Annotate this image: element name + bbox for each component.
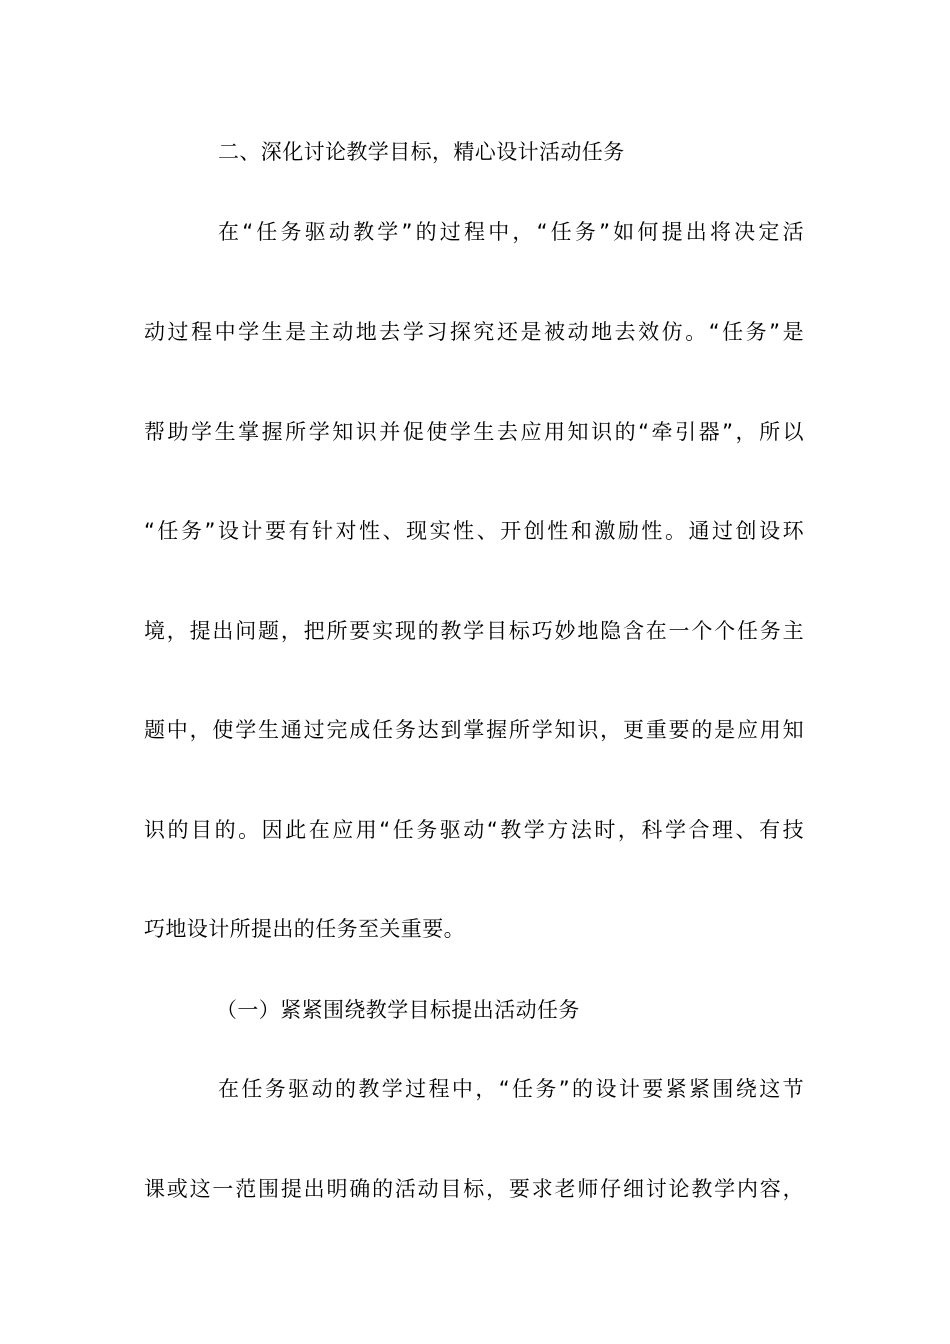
paragraph-line: 识的目的。因此在应用“任务驱动“教学方法时，科学合理、有技 [144,818,804,842]
paragraph-line: 动过程中学生是主动地去学习探究还是被动地去效仿。“任务”是 [144,320,804,344]
paragraph-line: 帮助学生掌握所学知识并促使学生去应用知识的“牵引器”，所以 [144,420,804,444]
paragraph-line: “任务”设计要有针对性、现实性、开创性和激励性。通过创设环 [144,519,804,543]
paragraph-line: 在任务驱动的教学过程中，“任务”的设计要紧紧围绕这节 [218,1077,804,1101]
paragraph-line: 在“任务驱动教学”的过程中，“任务”如何提出将决定活 [218,220,804,244]
paragraph-line: 题中，使学生通过完成任务达到掌握所学知识，更重要的是应用知 [144,718,804,742]
section-heading: 二、深化讨论教学目标，精心设计活动任务 [218,140,625,164]
paragraph-line: 境，提出问题，把所要实现的教学目标巧妙地隐含在一个个任务主 [144,619,804,643]
paragraph-line: 巧地设计所提出的任务至关重要。 [144,917,465,941]
paragraph-line: 课或这一范围提出明确的活动目标，要求老师仔细讨论教学内容， [144,1177,804,1201]
subsection-heading: （一）紧紧围绕教学目标提出活动任务 [216,998,580,1022]
